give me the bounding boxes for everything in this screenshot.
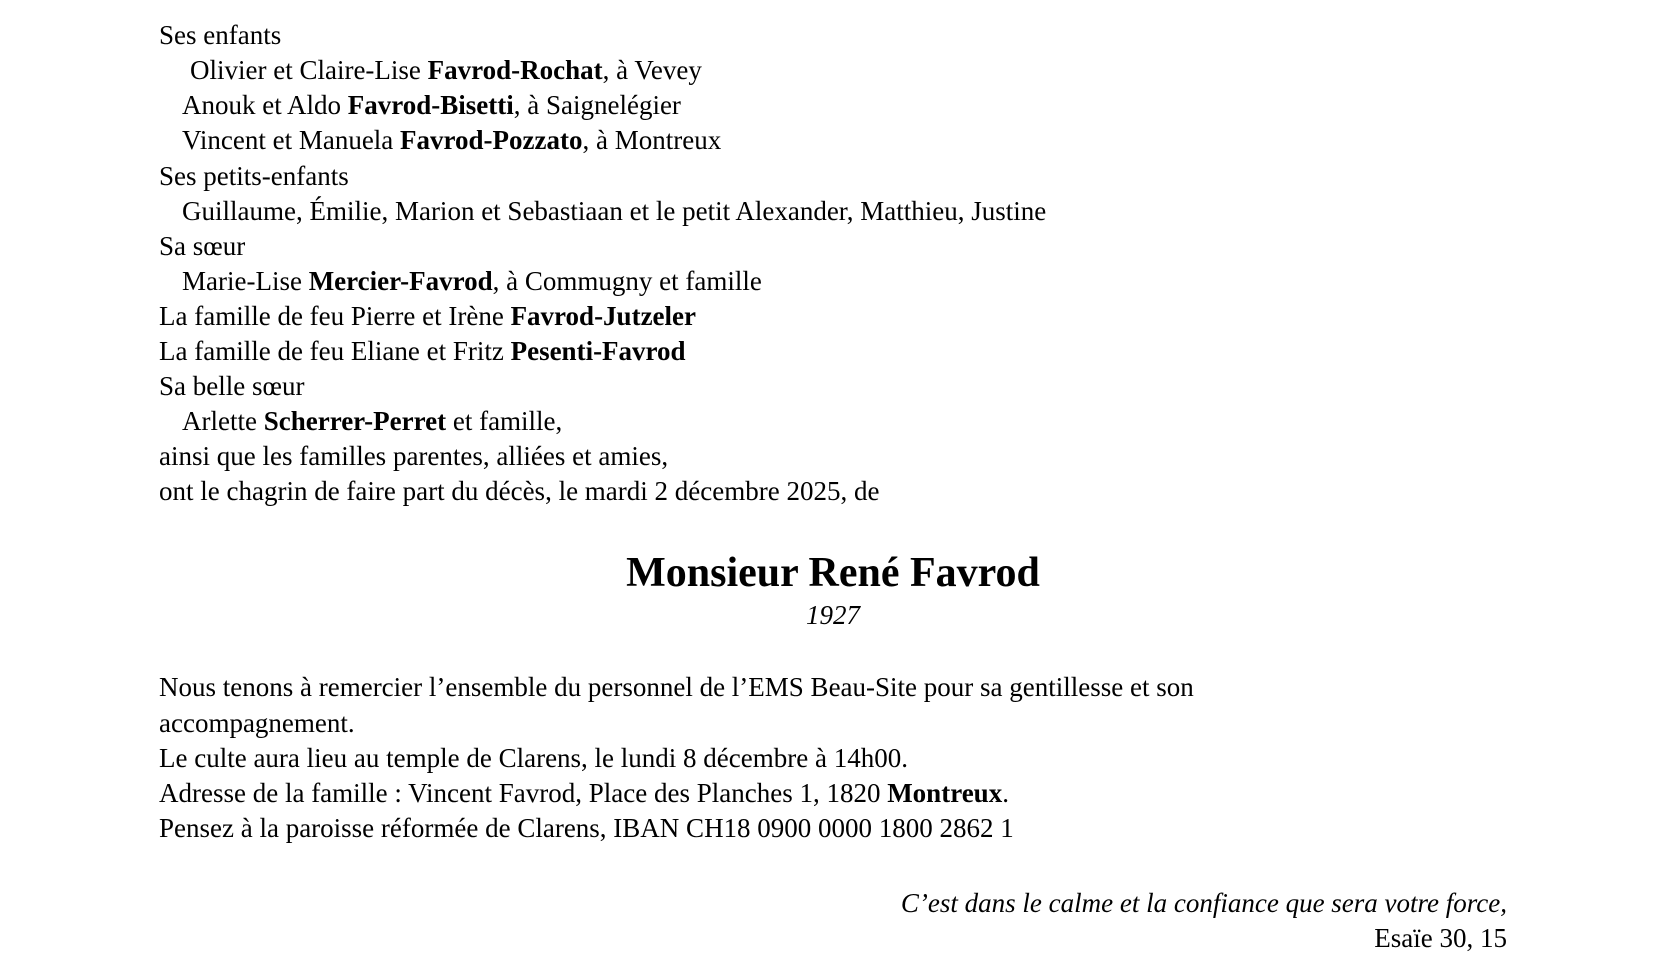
- sister-line: [182, 264, 762, 299]
- quote-text: C’est dans le calme et la confiance que sera votre force,: [900, 888, 1507, 918]
- children-heading: Ses enfants: [159, 20, 282, 50]
- sister-in-law-line: [182, 404, 562, 439]
- child-place: , à Saignelégier: [513, 90, 681, 120]
- relatives-line: ainsi que les familles parentes, alliées et amies,: [159, 441, 669, 471]
- child-first-names: Olivier et Claire-Lise: [190, 55, 428, 85]
- family-surname: Pesenti-Favrod: [510, 336, 686, 366]
- sister-in-law-rest: et famille,: [446, 406, 563, 436]
- family-prefix: La famille de feu Pierre et Irène: [159, 301, 511, 331]
- grandchildren-heading: Ses petits-enfants: [159, 161, 349, 191]
- family-surname: Favrod-Jutzeler: [510, 301, 697, 331]
- sister-in-law-heading: Sa belle sœur: [159, 371, 305, 401]
- service-line: Le culte aura lieu au temple de Clarens, le lundi 8 décembre à 14h00.: [159, 743, 908, 773]
- address-line: [159, 776, 1009, 811]
- family-prefix: La famille de feu Eliane et Fritz: [159, 336, 511, 366]
- quote-reference: Esaïe 30, 15: [1374, 923, 1507, 953]
- child-line: [190, 53, 702, 88]
- sister-heading: Sa sœur: [159, 231, 246, 261]
- deceased-year: 1927: [806, 600, 860, 630]
- child-place: , à Montreux: [582, 125, 722, 155]
- thanks-line: Nous tenons à remercier l’ensemble du personnel de l’EMS Beau-Site pour sa gentillesse et son: [159, 672, 1194, 702]
- family-line: [159, 299, 696, 334]
- address-prefix: Adresse de la famille : Vincent Favrod, Place des Planches 1, 1820: [159, 778, 888, 808]
- child-line: [182, 88, 681, 123]
- sister-place: , à Commugny et famille: [492, 266, 762, 296]
- thanks-line: accompagnement.: [159, 708, 355, 738]
- grandchildren-names: Guillaume, Émilie, Marion et Sebastiaan et le petit Alexander, Matthieu, Justine: [182, 196, 1047, 226]
- address-suffix: .: [1002, 778, 1009, 808]
- sister-first-name: Marie-Lise: [182, 266, 309, 296]
- child-place: , à Vevey: [602, 55, 702, 85]
- child-first-names: Anouk et Aldo: [182, 90, 348, 120]
- child-surname: Favrod-Bisetti: [347, 90, 514, 120]
- deceased-name: Monsieur René Favrod: [626, 550, 1040, 596]
- sister-in-law-surname: Scherrer-Perret: [263, 406, 447, 436]
- child-surname: Favrod-Rochat: [427, 55, 603, 85]
- child-first-names: Vincent et Manuela: [182, 125, 401, 155]
- family-line: [159, 334, 686, 369]
- sister-in-law-first-name: Arlette: [182, 406, 264, 436]
- sister-surname: Mercier-Favrod: [308, 266, 493, 296]
- donation-line: Pensez à la paroisse réformée de Clarens, IBAN CH18 0900 0000 1800 2862 1: [159, 813, 1014, 843]
- announcement-line: ont le chagrin de faire part du décès, le mardi 2 décembre 2025, de: [159, 476, 880, 506]
- child-line: [182, 123, 721, 158]
- address-city: Montreux: [887, 778, 1003, 808]
- child-surname: Favrod-Pozzato: [400, 125, 583, 155]
